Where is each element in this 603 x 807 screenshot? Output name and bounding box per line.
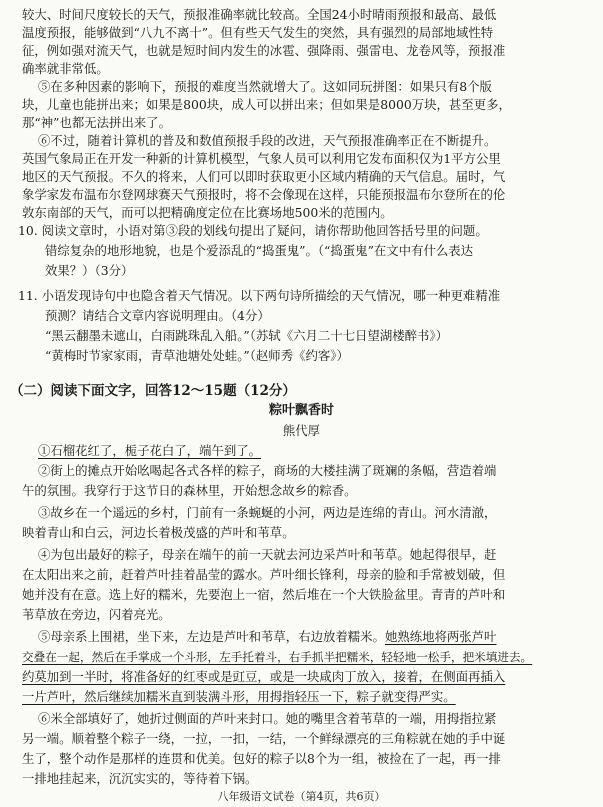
text-line: 象学家发布温布尔登网球赛天气预报时，将不会像现在这样，只能预报温布尔登所在的伦 — [22, 187, 506, 202]
text-line: 她并没有在意。选上好的糯米，先要泡上一宿，然后堆在一个大铁脸盆里。青青的芦叶和 — [22, 587, 506, 602]
text-line: 生了，整个动作是那样的连贯和优美。包好的粽子以8个为一组，被捡在了一起，再一排 — [22, 751, 501, 766]
text-line: ②街上的摊点开始吆喝起各式各样的粽子，商场的大楼挂满了斑斓的条幅，营造着端 — [38, 463, 497, 478]
text-line: ③故乡在一个遥远的乡村，门前有一条蜿蜒的小河，两边是连绵的青山。河水清澈， — [38, 505, 497, 520]
underlined-sentence: 交叠在一起，然后在手掌成一个斗形，左手托着斗，右手抓半把糯米，轻轻地一松手，把米填进去。 — [22, 650, 533, 664]
text-line: 英国气象局正在开发一种新的计算机模型，气象人员可以利用它发布面积仅为1平方公里 — [22, 151, 501, 166]
text-line: 午的氛围。我穿行于这节日的森林里，开始想念故乡的粽香。 — [22, 483, 357, 498]
underlined-sentence: 她熟练地将两张芦叶 — [384, 629, 497, 644]
text-line: ⑤在多种因素的影响下，预报的难度当然就增大了。这如同玩拼图：如果只有8个版 — [38, 79, 492, 94]
text-line: ①石榴花红了，栀子花白了，端午到了。 — [38, 443, 262, 458]
text-line — [38, 628, 603, 646]
text-segment: ⑤母亲系上围裙，坐下来，左边是芦叶和苇草，右边放着糯米。 — [38, 629, 385, 644]
question-prompt: 预测？请结合文章内容说明理由。（4分） — [45, 308, 270, 323]
text-line: 映着青山和白云，河边长着极茂盛的芦叶和苇草。 — [22, 525, 295, 540]
text-line: 温度预报，能够做到“八九不离十”。但有些天气发生的突然，具有强烈的局部地域性特 — [22, 25, 494, 40]
question-prompt: 10. 阅读文章时，小语对第③段的划线句提出了疑问，请你帮助他回答括号里的问题。 — [18, 223, 488, 238]
text-line: 另一端。顺着整个粽子一绕，一拉，一扣，一结，一个鲜绿漂亮的三角粽就在她的手中诞 — [22, 731, 506, 746]
text-line: 较大、时间尺度较长的天气，预报准确率就比较高。全国24小时晴雨预报和最高、最低 — [22, 7, 497, 22]
text-line: 苇草放在旁边，闪着亮光。 — [22, 607, 171, 622]
page-footer: 八年级语文试卷（第4页，共6页） — [217, 790, 386, 803]
poem-line: “黄梅时节家家雨，青草池塘处处蛙。”（赵师秀《约客》） — [45, 348, 349, 363]
underlined-sentence: 约莫加到一半时，将准备好的红枣或是豇豆，或是一块咸肉丁放入，接着，在侧面再插入 — [22, 669, 506, 684]
text-line: 在太阳出来之前，赶着芦叶挂着晶莹的露水。芦叶细长锋利，母亲的脸和手常被划破，但 — [22, 567, 506, 582]
question-score: 效果？）（3分） — [45, 263, 134, 278]
text-line: ④为包出最好的粽子，母亲在端午的前一天就去河边采芦叶和苇草。她起得很早，赶 — [38, 547, 497, 562]
text-line: 敦东南部的天气，而可以把精确度定位在比赛场地500米的范围内。 — [22, 205, 393, 220]
section-heading: （二）阅读下面文字，回答12～15题（12分） — [10, 383, 296, 399]
text-line: ⑥米全部填好了，她折过侧面的芦叶来封口。她的嘴里含着苇草的一端，用拇指拉紧 — [38, 711, 497, 726]
underlined-sentence: 一片芦叶，然后继续加糯米直到装满斗形，用拇指轻压一下，粽子就变得严实。 — [22, 689, 456, 704]
text-line: 确率就非常低。 — [22, 61, 109, 76]
article-title: 粽叶飘香时 — [268, 403, 334, 418]
question-quote: 错综复杂的地形地貌，也是个爱添乱的“捣蛋鬼”。（“捣蛋鬼”在文中有什么表达 — [45, 243, 474, 258]
article-author: 熊代厚 — [282, 423, 321, 438]
question-prompt: 11. 小语发现诗句中也隐含着天气情况。以下两句诗所描绘的天气情况，哪一种更难精准 — [18, 288, 501, 303]
poem-line: “黑云翻墨未遮山，白雨跳珠乱入船。”（苏轼《六月二十七日望湖楼醉书》） — [45, 328, 448, 343]
text-line: 块，儿童也能拼出来；如果是800块，成人可以拼出来；但如果是8000万块，甚至更多， — [22, 97, 511, 112]
text-line: 地区的天气预报。不久的将来，人们可以即时获取更小区域内精确的天气信息。届时，气 — [22, 169, 506, 184]
text-line: ⑥不过，随着计算机的普及和数值预报手段的改进，天气预报准确率正在不断提升。 — [38, 133, 497, 148]
text-line: 征，例如强对流天气，也就是短时间内发生的冰雹、强降雨、强雷电、龙卷风等，预报准 — [22, 43, 506, 58]
text-line: 一排地挂起来，沉沉实实的，等待着下锅。 — [22, 771, 258, 786]
text-line: 那“神”也都无法拼出来了。 — [22, 115, 171, 130]
